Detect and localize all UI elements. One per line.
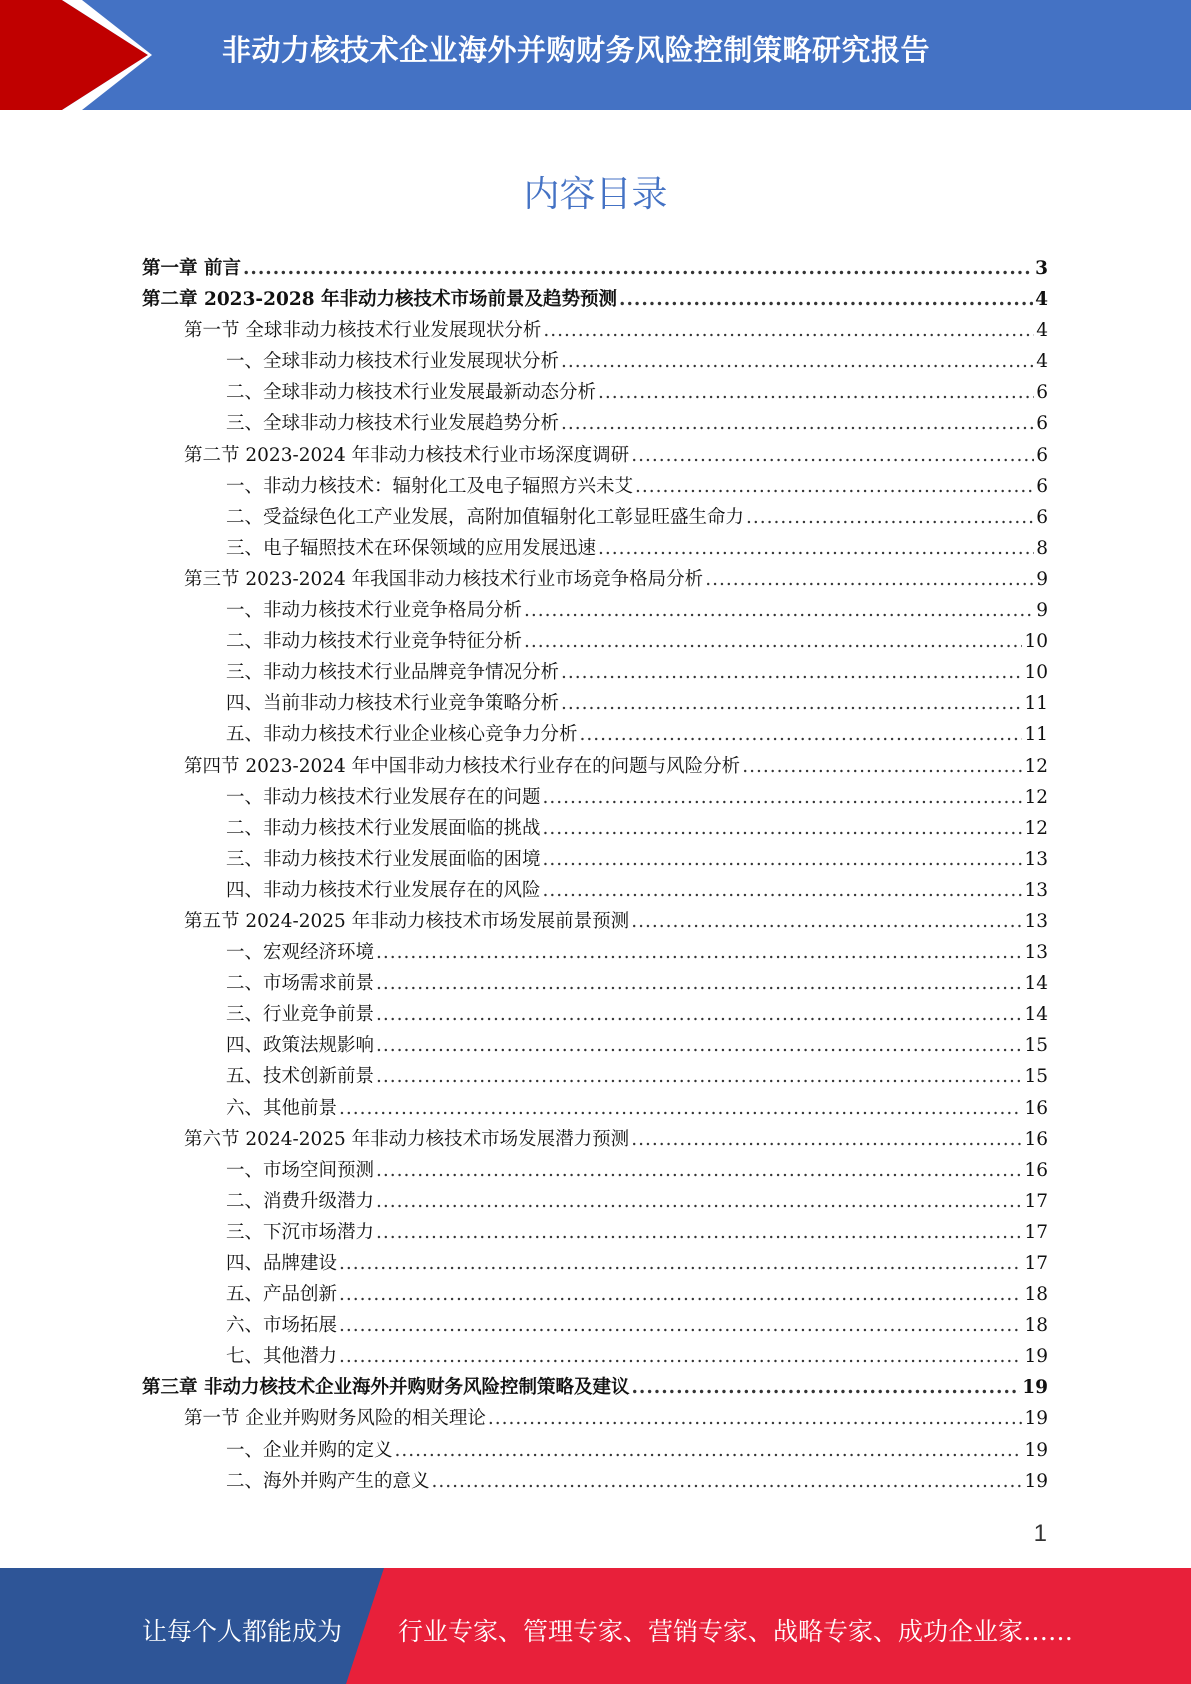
toc-dot-leader: [243, 253, 1033, 284]
footer-slogan-right: 行业专家、管理专家、营销专家、战略专家、成功企业家……: [398, 1617, 1074, 1646]
header-banner: [0, 0, 1191, 110]
report-title: 非动力核技术企业海外并购财务风险控制策略研究报告: [222, 33, 931, 67]
toc-entry-page: 13: [1024, 848, 1048, 870]
toc-entry-title: 三、全球非动力核技术行业发展趋势分析: [226, 413, 560, 435]
toc-dot-leader: [376, 937, 1022, 968]
toc-entry-title: 第三章 非动力核技术企业海外并购财务风险控制策略及建议: [142, 1377, 630, 1399]
toc-entry[interactable]: [142, 1310, 1048, 1341]
toc-entry[interactable]: [142, 1217, 1048, 1248]
toc-entry-page: 15: [1024, 1066, 1048, 1088]
toc-entry-page: 19: [1024, 1346, 1048, 1368]
toc-entry-page: 19: [1024, 1408, 1048, 1430]
toc-entry-page: 13: [1024, 942, 1048, 964]
toc-entry[interactable]: [142, 1093, 1048, 1124]
toc-entry-page: 16: [1024, 1159, 1048, 1181]
toc-entry-title: 第六节 2024-2025 年非动力核技术市场发展潜力预测: [184, 1128, 630, 1150]
toc-entry-title: 五、技术创新前景: [226, 1066, 375, 1088]
toc-dot-leader: [580, 719, 1023, 750]
toc-dot-leader: [746, 502, 1034, 533]
toc-entry[interactable]: [142, 533, 1048, 564]
toc-entry-page: 16: [1024, 1097, 1048, 1119]
toc-entry[interactable]: [142, 626, 1048, 657]
toc-entry-title: 第五节 2024-2025 年非动力核技术市场发展前景预测: [184, 910, 630, 932]
toc-dot-leader: [339, 1341, 1022, 1372]
toc-entry-title: 二、消费升级潜力: [226, 1190, 375, 1212]
toc-entry-page: 11: [1024, 724, 1048, 746]
toc-entry-page: 10: [1024, 662, 1048, 684]
toc-entry-title: 第一节 全球非动力核技术行业发展现状分析: [184, 320, 542, 342]
toc-dot-leader: [561, 408, 1034, 439]
toc-entry[interactable]: [142, 440, 1048, 471]
toc-entry-title: 一、非动力核技术行业竞争格局分析: [226, 600, 523, 622]
toc-entry-page: 19: [1024, 1470, 1048, 1492]
toc-entry-title: 四、非动力核技术行业发展存在的风险: [226, 879, 541, 901]
toc-entry[interactable]: [142, 346, 1048, 377]
toc-entry-page: 12: [1024, 786, 1048, 808]
toc-entry[interactable]: [142, 813, 1048, 844]
toc-entry[interactable]: [142, 315, 1048, 346]
toc-entry-page: 17: [1024, 1253, 1048, 1274]
toc-dot-leader: [339, 1093, 1022, 1124]
toc-dot-leader: [543, 813, 1023, 844]
toc-dot-leader: [524, 595, 1034, 626]
toc-entry-page: 13: [1024, 910, 1048, 932]
toc-entry[interactable]: [142, 253, 1048, 284]
toc-entry-title: 四、当前非动力核技术行业竞争策略分析: [226, 693, 560, 715]
toc-entry-page: 10: [1024, 631, 1048, 653]
toc-entry-page: 17: [1024, 1190, 1048, 1212]
footer-slogan-left: 让每个人都能成为: [142, 1617, 343, 1646]
toc-entry-title: 二、海外并购产生的意义: [226, 1470, 430, 1492]
toc-entry-page: 16: [1024, 1128, 1048, 1150]
toc-entry[interactable]: [142, 408, 1048, 439]
toc-entry-title: 第三节 2023-2024 年我国非动力核技术行业市场竞争格局分析: [184, 568, 704, 590]
toc-entry-page: 17: [1024, 1221, 1048, 1243]
toc-entry[interactable]: [142, 844, 1048, 875]
toc-entry-title: 二、非动力核技术行业竞争特征分析: [226, 631, 523, 653]
table-of-contents: [142, 253, 1048, 1497]
toc-dot-leader: [339, 1248, 1022, 1279]
toc-dot-leader: [376, 968, 1022, 999]
toc-dot-leader: [631, 1124, 1022, 1155]
toc-dot-leader: [376, 1155, 1022, 1186]
toc-dot-leader: [631, 440, 1034, 471]
toc-entry-title: 三、电子辐照技术在环保领域的应用发展迅速: [226, 537, 597, 559]
toc-dot-leader: [619, 284, 1033, 315]
toc-dot-leader: [598, 377, 1034, 408]
toc-entry-title: 第二节 2023-2024 年非动力核技术行业市场深度调研: [184, 444, 630, 466]
toc-entry[interactable]: [142, 657, 1048, 688]
toc-entry-page: 4: [1036, 351, 1048, 373]
toc-entry-title: 一、企业并购的定义: [226, 1439, 393, 1461]
toc-entry[interactable]: [142, 471, 1048, 502]
toc-entry[interactable]: [142, 782, 1048, 813]
toc-entry[interactable]: [142, 1155, 1048, 1186]
toc-entry-title: 第一节 企业并购财务风险的相关理论: [184, 1408, 486, 1430]
toc-entry[interactable]: [142, 968, 1048, 999]
toc-entry-title: 五、产品创新: [226, 1284, 338, 1306]
toc-entry[interactable]: [142, 1341, 1048, 1372]
toc-entry[interactable]: [142, 377, 1048, 408]
toc-dot-leader: [376, 1030, 1022, 1061]
toc-entry-page: 6: [1036, 506, 1048, 528]
toc-dot-leader: [561, 346, 1034, 377]
toc-entry-title: 二、全球非动力核技术行业发展最新动态分析: [226, 382, 597, 404]
toc-entry-title: 一、全球非动力核技术行业发展现状分析: [226, 351, 560, 373]
toc-dot-leader: [376, 999, 1022, 1030]
toc-entry-title: 第一章 前言: [142, 258, 241, 279]
toc-entry-page: 6: [1036, 382, 1048, 404]
toc-dot-leader: [376, 1061, 1022, 1092]
toc-entry[interactable]: [142, 1466, 1048, 1497]
toc-dot-leader: [635, 471, 1034, 502]
toc-dot-leader: [543, 875, 1023, 906]
toc-entry[interactable]: [142, 1124, 1048, 1155]
toc-entry-page: 18: [1024, 1315, 1048, 1337]
toc-entry[interactable]: [142, 937, 1048, 968]
toc-entry-title: 三、非动力核技术行业品牌竞争情况分析: [226, 662, 560, 684]
toc-entry[interactable]: [142, 906, 1048, 937]
toc-entry-page: 19: [1024, 1439, 1048, 1461]
toc-entry[interactable]: [142, 1372, 1048, 1403]
toc-entry-title: 五、非动力核技术行业企业核心竞争力分析: [226, 724, 578, 746]
toc-dot-leader: [598, 533, 1034, 564]
toc-entry-page: 4: [1036, 320, 1048, 342]
toc-entry-title: 三、下沉市场潜力: [226, 1221, 375, 1243]
toc-entry-title: 一、非动力核技术行业发展存在的问题: [226, 786, 541, 808]
toc-entry[interactable]: [142, 502, 1048, 533]
toc-entry-page: 6: [1036, 444, 1048, 466]
toc-entry[interactable]: [142, 1248, 1048, 1279]
toc-entry-title: 一、非动力核技术：辐射化工及电子辐照方兴未艾: [226, 475, 634, 497]
toc-entry-title: 七、其他潜力: [226, 1346, 338, 1368]
toc-entry-page: 11: [1024, 693, 1048, 715]
toc-entry-page: 6: [1036, 475, 1048, 497]
toc-entry[interactable]: [142, 564, 1048, 595]
toc-entry[interactable]: [142, 1061, 1048, 1092]
toc-dot-leader: [339, 1310, 1022, 1341]
toc-entry[interactable]: [142, 1435, 1048, 1466]
toc-dot-leader: [432, 1466, 1023, 1497]
toc-dot-leader: [395, 1435, 1023, 1466]
toc-dot-leader: [631, 1372, 1020, 1403]
toc-entry[interactable]: [142, 1279, 1048, 1310]
toc-entry-page: 6: [1036, 413, 1048, 435]
toc-entry-page: 18: [1024, 1284, 1048, 1306]
toc-dot-leader: [524, 626, 1022, 657]
toc-dot-leader: [742, 751, 1022, 782]
toc-entry-page: 14: [1024, 973, 1048, 995]
toc-entry-page: 19: [1022, 1377, 1048, 1399]
toc-dot-leader: [339, 1279, 1022, 1310]
toc-entry[interactable]: [142, 719, 1048, 750]
toc-entry-title: 一、市场空间预测: [226, 1159, 375, 1181]
toc-entry[interactable]: [142, 595, 1048, 626]
toc-entry-page: 15: [1024, 1035, 1048, 1057]
toc-dot-leader: [543, 782, 1023, 813]
toc-entry-title: 三、行业竞争前景: [226, 1004, 375, 1026]
toc-entry[interactable]: [142, 1030, 1048, 1061]
toc-entry-title: 六、其他前景: [226, 1097, 338, 1119]
toc-entry-page: 4: [1035, 289, 1048, 311]
toc-entry-title: 第四节 2023-2024 年中国非动力核技术行业存在的问题与风险分析: [184, 755, 741, 777]
toc-entry-page: 3: [1035, 258, 1048, 279]
toc-entry-title: 一、宏观经济环境: [226, 942, 375, 964]
toc-dot-leader: [376, 1186, 1022, 1217]
toc-entry-page: 12: [1024, 817, 1048, 839]
toc-entry-page: 9: [1036, 568, 1048, 590]
toc-dot-leader: [376, 1217, 1022, 1248]
toc-dot-leader: [561, 688, 1022, 719]
toc-entry[interactable]: [142, 751, 1048, 782]
toc-entry[interactable]: [142, 1186, 1048, 1217]
toc-entry-page: 9: [1036, 600, 1048, 622]
toc-dot-leader: [543, 315, 1034, 346]
toc-dot-leader: [705, 564, 1034, 595]
toc-entry-title: 二、市场需求前景: [226, 973, 375, 995]
toc-entry-title: 四、品牌建设: [226, 1253, 338, 1274]
toc-entry-page: 14: [1024, 1004, 1048, 1026]
toc-dot-leader: [561, 657, 1022, 688]
toc-entry-title: 六、市场拓展: [226, 1315, 338, 1337]
toc-dot-leader: [488, 1403, 1023, 1434]
toc-entry[interactable]: [142, 875, 1048, 906]
toc-entry[interactable]: [142, 999, 1048, 1030]
toc-entry-title: 二、非动力核技术行业发展面临的挑战: [226, 817, 541, 839]
toc-entry-title: 第二章 2023-2028 年非动力核技术市场前景及趋势预测: [142, 289, 618, 311]
toc-entry-page: 13: [1024, 879, 1048, 901]
toc-entry-title: 二、受益绿色化工产业发展，高附加值辐射化工彰显旺盛生命力: [226, 506, 745, 528]
toc-entry-page: 12: [1024, 755, 1048, 777]
toc-dot-leader: [631, 906, 1022, 937]
toc-heading: 内容目录: [523, 174, 668, 215]
toc-dot-leader: [543, 844, 1023, 875]
toc-entry[interactable]: [142, 688, 1048, 719]
footer-banner: [0, 1568, 1191, 1684]
toc-entry[interactable]: [142, 1403, 1048, 1434]
toc-entry-page: 8: [1036, 537, 1048, 559]
toc-entry[interactable]: [142, 284, 1048, 315]
toc-entry-title: 三、非动力核技术行业发展面临的困境: [226, 848, 541, 870]
page-number: 1: [1033, 1520, 1047, 1547]
toc-entry-title: 四、政策法规影响: [226, 1035, 375, 1057]
